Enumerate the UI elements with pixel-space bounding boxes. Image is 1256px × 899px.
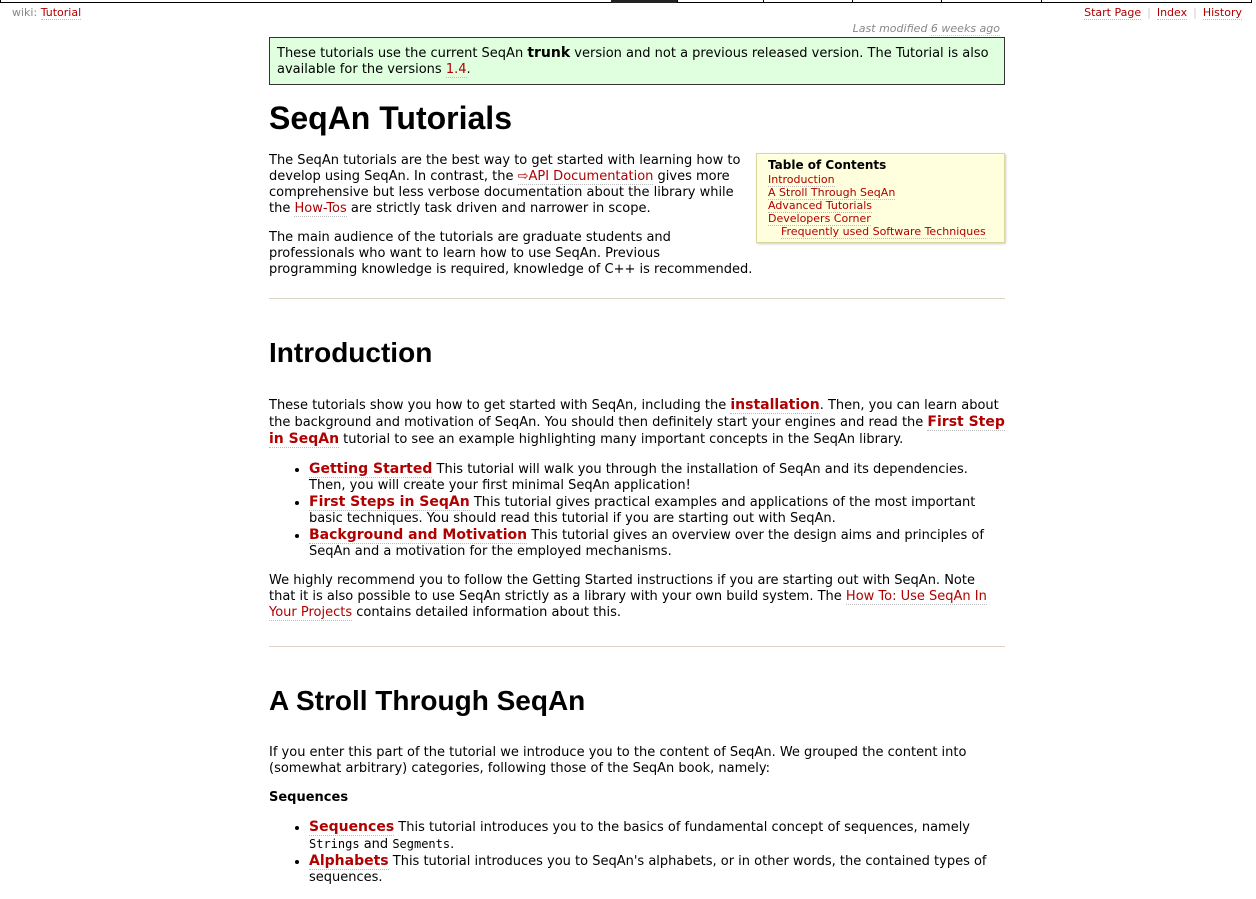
audience-paragraph: The main audience of the tutorials are graduate students and professionals who want to learn how to use SeqAn. Previous programming knowledge is required, knowledge of C++ is recommended. (269, 230, 753, 277)
alphabets-link[interactable]: Alphabets (309, 853, 389, 869)
notice-trunk: trunk (527, 45, 571, 61)
getting-started-link[interactable]: Getting Started (309, 461, 433, 477)
list-item (309, 527, 1005, 560)
last-modified-label: Last modified (852, 22, 928, 35)
background-motivation-link[interactable]: Background and Motivation (309, 527, 528, 543)
wiki-content (269, 37, 1005, 899)
list-item-text: This tutorial gives practical examples and applications of the most important basic techniques. You should read this tutorial if you are starting out with SeqAn. (309, 495, 976, 526)
list-item-text: This tutorial introduces you to SeqAn's alphabets, or in other words, the contained types of sequences. (309, 854, 987, 885)
code-segments: Segments (392, 837, 451, 851)
nav-tab[interactable] (941, 0, 1042, 3)
how-tos-link[interactable]: How-Tos (294, 201, 347, 216)
nav-tab[interactable] (852, 0, 942, 3)
stroll-paragraph: If you enter this part of the tutorial we introduce you to the content of SeqAn. We grouped the content into (somewhat arbitrary) categories, following those of the SeqAn book, namely: (269, 745, 967, 776)
list-item-text: This tutorial introduces you to the basics of fundamental concept of sequences, namely (394, 820, 970, 835)
toc-item-software-techniques[interactable]: Frequently used Software Techniques (781, 225, 986, 238)
list-item (309, 494, 1005, 527)
nav-tab[interactable] (677, 0, 764, 3)
paragraph-text: These tutorials show you how to get started with SeqAn, including the (269, 398, 731, 413)
paragraph-text: tutorial to see an example highlighting many important concepts in the SeqAn library. (339, 432, 904, 447)
list-item (309, 461, 1005, 494)
installation-link[interactable]: installation (730, 397, 820, 413)
paragraph-text: The SeqAn tutorials are the best way to get started with learning how to develop using SeqAn. In contrast, the (269, 153, 741, 184)
introduction-heading: Introduction (269, 337, 433, 368)
nav-tab[interactable] (763, 0, 853, 3)
toc-item-developers[interactable]: Developers Corner (768, 212, 871, 225)
notice-text: . (466, 62, 471, 77)
notice-text: version and not a previous released version. The Tutorial is also available for the versions (277, 46, 989, 77)
nav-tab-active[interactable] (611, 0, 677, 3)
api-documentation-link[interactable]: ⇨API Documentation (517, 169, 654, 184)
first-steps-link[interactable]: First Steps in SeqAn (309, 494, 470, 510)
page-title: SeqAn Tutorials (269, 100, 512, 136)
list-item (309, 819, 1005, 853)
list-item-text: . (450, 837, 455, 852)
toc-item-advanced[interactable]: Advanced Tutorials (768, 199, 873, 212)
paragraph-text: contains detailed information about this. (352, 605, 622, 620)
sequences-list (269, 819, 1005, 886)
history-link[interactable]: History (1202, 6, 1242, 19)
context-nav (1084, 6, 1242, 19)
use-seqan-projects-link[interactable]: How To: Use SeqAn In Your Projects (269, 589, 987, 620)
paragraph-text: are strictly task driven and narrower in scope. (346, 201, 651, 216)
paragraph-text: We highly recommend you to follow the Getting Started instructions if you are starting out with SeqAn. Note that it is also possible to use SeqAn strictly as a library with your own build system. The (269, 573, 975, 604)
code-strings: Strings (309, 837, 360, 851)
breadcrumb-tutorial-link[interactable]: Tutorial (40, 6, 82, 19)
version-notice (269, 37, 1005, 85)
stroll-heading: A Stroll Through SeqAn (269, 685, 586, 716)
recommend-paragraph (269, 573, 1005, 621)
start-page-link[interactable]: Start Page (1084, 6, 1142, 19)
list-item (309, 853, 1005, 886)
separator: | (1193, 6, 1197, 19)
divider (269, 646, 1005, 647)
last-modified (760, 22, 1000, 35)
list-item-text: and (359, 837, 393, 852)
nav-tab-edge (0, 0, 612, 3)
introduction-paragraph (269, 397, 1005, 448)
toc-heading: Table of Contents (768, 158, 887, 172)
divider (269, 298, 1005, 299)
sequences-subheading: Sequences (269, 790, 349, 805)
last-modified-link[interactable]: 6 weeks ago (930, 22, 1000, 35)
table-of-contents (756, 153, 1005, 243)
notice-text: These tutorials use the current SeqAn (277, 46, 528, 61)
nav-tab[interactable] (1041, 0, 1252, 3)
version-1-4-link[interactable]: 1.4 (445, 62, 467, 77)
index-link[interactable]: Index (1156, 6, 1188, 19)
toc-item-stroll[interactable]: A Stroll Through SeqAn (768, 186, 896, 199)
breadcrumb-prefix: wiki: (12, 6, 38, 19)
paragraph-text: gives more comprehensive but less verbose documentation about the library while the (269, 169, 734, 216)
introduction-list (269, 461, 1005, 560)
breadcrumb (12, 6, 81, 19)
list-item-text: This tutorial will walk you through the installation of SeqAn and its dependencies. Then, you will create your first minimal SeqAn application! (309, 462, 968, 493)
list-item-text: This tutorial gives an overview over the design aims and principles of SeqAn and a motivation for the employed mechanisms. (309, 528, 984, 559)
top-nav-strip (0, 0, 1256, 3)
toc-item-introduction[interactable]: Introduction (768, 173, 835, 186)
first-step-link[interactable]: First Step in SeqAn (269, 414, 1005, 447)
paragraph-text: . Then, you can learn about the background and motivation of SeqAn. You should then definitely start your engines and read the (269, 398, 999, 430)
separator: | (1147, 6, 1151, 19)
sequences-link[interactable]: Sequences (309, 819, 395, 835)
